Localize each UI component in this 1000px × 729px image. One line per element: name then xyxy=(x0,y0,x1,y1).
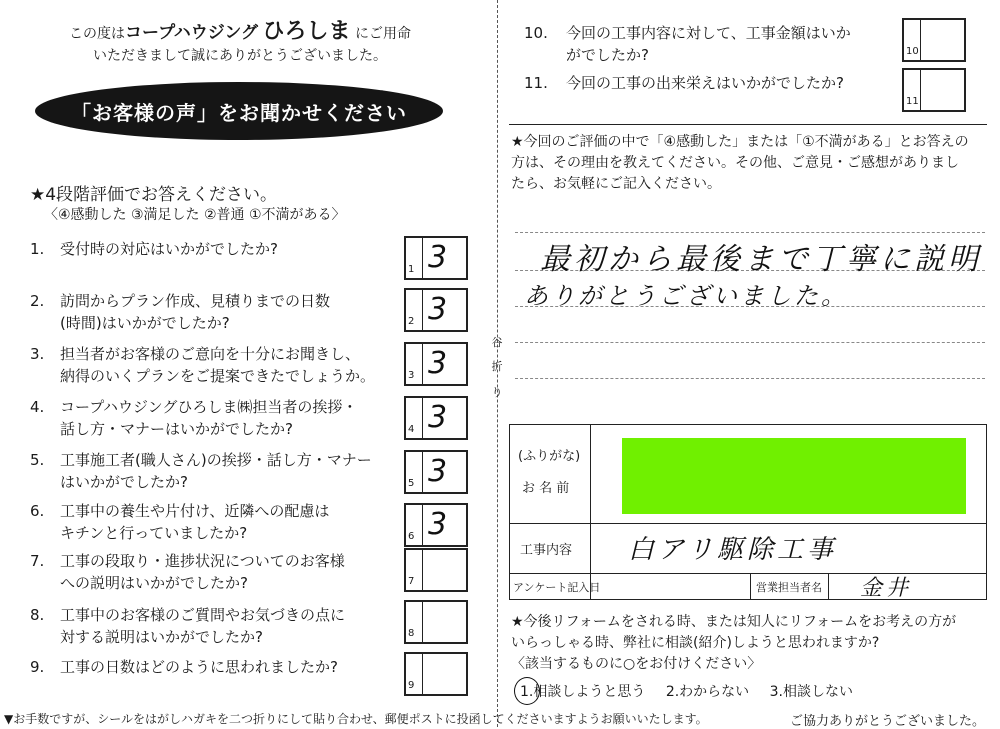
question-number: 1. xyxy=(30,240,45,258)
referral-prompt xyxy=(511,612,989,675)
question-number: 11. xyxy=(524,74,548,92)
banner-title: 「お客様の声」をお聞かせください xyxy=(71,100,407,125)
question-text: 訪問からプラン作成、見積りまでの日数 xyxy=(60,292,331,310)
form-divider xyxy=(750,573,751,599)
answer-box-number: 9 xyxy=(408,680,415,691)
greeting-text-end: にご用命 xyxy=(354,26,411,42)
name-label: お 名 前 xyxy=(522,481,570,496)
answer-box-divider xyxy=(920,20,921,60)
answer-box-divider xyxy=(422,238,423,278)
answer-box[interactable] xyxy=(404,652,468,696)
greeting-line-1 xyxy=(20,19,460,44)
question-number: 9. xyxy=(30,658,45,676)
question-text: 工事の日数はどのように思われましたか? xyxy=(60,658,338,676)
answer-box[interactable] xyxy=(404,396,468,440)
question-text: 工事施工者(職人さん)の挨拶・話し方・マナー xyxy=(60,451,372,469)
referral-prompt-line: いらっしゃる時、弊社に相談(紹介)しようと思われますか? xyxy=(511,635,880,651)
question-number: 3. xyxy=(30,345,45,363)
answer-box-divider xyxy=(422,344,423,384)
question-text: コープハウジングひろしま㈱担当者の挨拶・ xyxy=(60,398,358,416)
question-item xyxy=(30,343,375,387)
question-item xyxy=(30,500,329,544)
survey-banner xyxy=(35,82,443,140)
answer-box[interactable] xyxy=(404,236,468,280)
question-item xyxy=(30,238,278,260)
referral-options xyxy=(520,681,853,701)
answer-box-number: 10 xyxy=(906,46,919,57)
fold-label-2: 折 xyxy=(491,360,503,373)
answer-box-number: 4 xyxy=(408,424,415,435)
question-number: 4. xyxy=(30,398,45,416)
selected-circle-mark xyxy=(514,677,540,705)
answer-box-number: 11 xyxy=(906,96,919,107)
company-name-region: ひろしま xyxy=(262,19,351,44)
staff-label: 営業担当者名 xyxy=(756,581,822,594)
answer-box-divider xyxy=(422,602,423,642)
referral-option-3[interactable]: 3.相談しない xyxy=(769,684,853,700)
thanks-text: ご協力ありがとうございました。 xyxy=(790,714,986,729)
answer-box-divider xyxy=(422,290,423,330)
question-text: 納得のいくプランをご提案できたでしょうか。 xyxy=(60,367,376,385)
question-text: 工事中のお客様のご質問やお気づきの点に xyxy=(60,606,346,624)
question-item xyxy=(30,550,345,594)
question-number: 8. xyxy=(30,606,45,624)
question-number: 5. xyxy=(30,451,45,469)
form-divider xyxy=(828,573,829,599)
question-text: 今回の工事の出来栄えはいかがでしたか? xyxy=(566,74,844,92)
company-name: コープハウジング xyxy=(125,23,259,43)
question-number: 10. xyxy=(524,24,548,42)
answer-box-divider xyxy=(422,452,423,492)
form-divider xyxy=(510,523,986,524)
handwritten-answer: 3 xyxy=(428,240,448,275)
ruled-line xyxy=(515,378,985,379)
question-text: 工事の段取り・進捗状況についてのお客様 xyxy=(60,552,345,570)
mailing-instructions: ▼お手数ですが、シールをはがしハガキを二つ折りにして貼り合わせ、郵便ポストに投函してくださいますようお願いいたします。 xyxy=(4,712,708,726)
question-item xyxy=(30,604,345,648)
ruled-line xyxy=(515,342,985,343)
ruled-line xyxy=(515,232,985,233)
question-item xyxy=(524,72,844,94)
question-text: 対する説明はいかがでしたか? xyxy=(60,628,263,646)
handwritten-answer: 3 xyxy=(428,507,448,542)
question-text: 今回の工事内容に対して、工事金額はいか xyxy=(566,24,851,42)
comment-prompt-line: たら、お気軽にご記入ください。 xyxy=(511,176,721,192)
answer-box[interactable] xyxy=(902,18,966,62)
answer-box-divider xyxy=(422,654,423,694)
question-item xyxy=(30,396,357,440)
answer-box-divider xyxy=(422,505,423,545)
answer-box-divider xyxy=(920,70,921,110)
answer-box-number: 6 xyxy=(408,531,415,542)
rating-scale: 〈④感動した ③満足した ②普通 ①不満がある〉 xyxy=(44,207,346,223)
referral-option-1[interactable] xyxy=(520,681,645,701)
handwritten-answer: 3 xyxy=(428,346,448,381)
answer-box-number: 1 xyxy=(408,264,415,275)
question-text: 工事中の養生や片付け、近隣への配慮は xyxy=(60,502,330,520)
question-item xyxy=(524,22,851,66)
fold-label-1: 谷 xyxy=(491,336,503,349)
referral-option-2[interactable]: 2.わからない xyxy=(665,684,750,700)
survey-date-label: アンケート記入日 xyxy=(513,581,601,594)
greeting-line-2: いただきまして誠にありがとうございました。 xyxy=(93,48,387,64)
answer-box-number: 3 xyxy=(408,370,415,381)
question-text: への説明はいかがでしたか? xyxy=(60,574,248,592)
question-number: 2. xyxy=(30,292,45,310)
staff-value: 金井 xyxy=(860,576,913,601)
answer-box-divider xyxy=(422,550,423,590)
answer-box-number: 2 xyxy=(408,316,415,327)
answer-box[interactable] xyxy=(404,288,468,332)
fold-label-3: り xyxy=(491,386,503,399)
comment-prompt xyxy=(511,132,989,195)
answer-box[interactable] xyxy=(404,342,468,386)
comment-prompt-line: ★今回のご評価の中で「④感動した」または「①不満がある」とお答えの xyxy=(511,134,969,150)
handwritten-answer: 3 xyxy=(428,292,448,327)
question-number: 7. xyxy=(30,552,45,570)
answer-box[interactable] xyxy=(902,68,966,112)
referral-prompt-line: 〈該当するものに○をお付けください〉 xyxy=(511,656,762,672)
answer-box-number: 5 xyxy=(408,478,415,489)
referral-option-label: 1.相談しようと思う xyxy=(520,684,646,700)
handwritten-answer: 3 xyxy=(428,454,448,489)
answer-box-number: 7 xyxy=(408,576,415,587)
question-text: がでしたか? xyxy=(566,46,649,64)
answer-box[interactable] xyxy=(404,503,468,547)
question-item xyxy=(30,656,338,678)
work-value: 白アリ駆除工事 xyxy=(628,535,837,565)
comment-divider xyxy=(509,124,987,125)
handwritten-answer: 3 xyxy=(428,400,448,435)
question-text: 話し方・マナーはいかがでしたか? xyxy=(60,420,293,438)
greeting-text: この度は xyxy=(69,26,126,42)
comment-prompt-line: 方は、その理由を教えてください。その他、ご意見・ご感想がありまし xyxy=(511,155,959,171)
handwritten-comment-line-1: 最初から最後まで丁寧に説明 xyxy=(540,242,982,277)
work-label: 工事内容 xyxy=(520,543,573,558)
answer-box[interactable] xyxy=(404,600,468,644)
answer-box-number: 8 xyxy=(408,628,415,639)
question-text: はいかがでしたか? xyxy=(60,473,188,491)
question-text: キチンと行っていましたか? xyxy=(60,524,248,542)
question-text: 受付時の対応はいかがでしたか? xyxy=(60,240,278,258)
question-text: (時間)はいかがでしたか? xyxy=(60,314,230,332)
question-number: 6. xyxy=(30,502,45,520)
handwritten-comment-line-2: ありがとうございました。 xyxy=(524,282,848,310)
redacted-name-block xyxy=(622,438,966,514)
answer-box[interactable] xyxy=(404,548,468,592)
form-divider xyxy=(510,573,986,574)
answer-box-divider xyxy=(422,398,423,438)
answer-box[interactable] xyxy=(404,450,468,494)
question-item xyxy=(30,449,372,493)
rating-heading: ★4段階評価でお答えください。 xyxy=(30,185,278,205)
question-text: 担当者がお客様のご意向を十分にお聞きし、 xyxy=(60,345,361,363)
furigana-label: (ふりがな) xyxy=(518,449,581,464)
referral-prompt-line: ★今後リフォームをされる時、または知人にリフォームをお考えの方が xyxy=(511,614,957,630)
form-divider xyxy=(590,425,591,523)
question-item xyxy=(30,290,330,334)
